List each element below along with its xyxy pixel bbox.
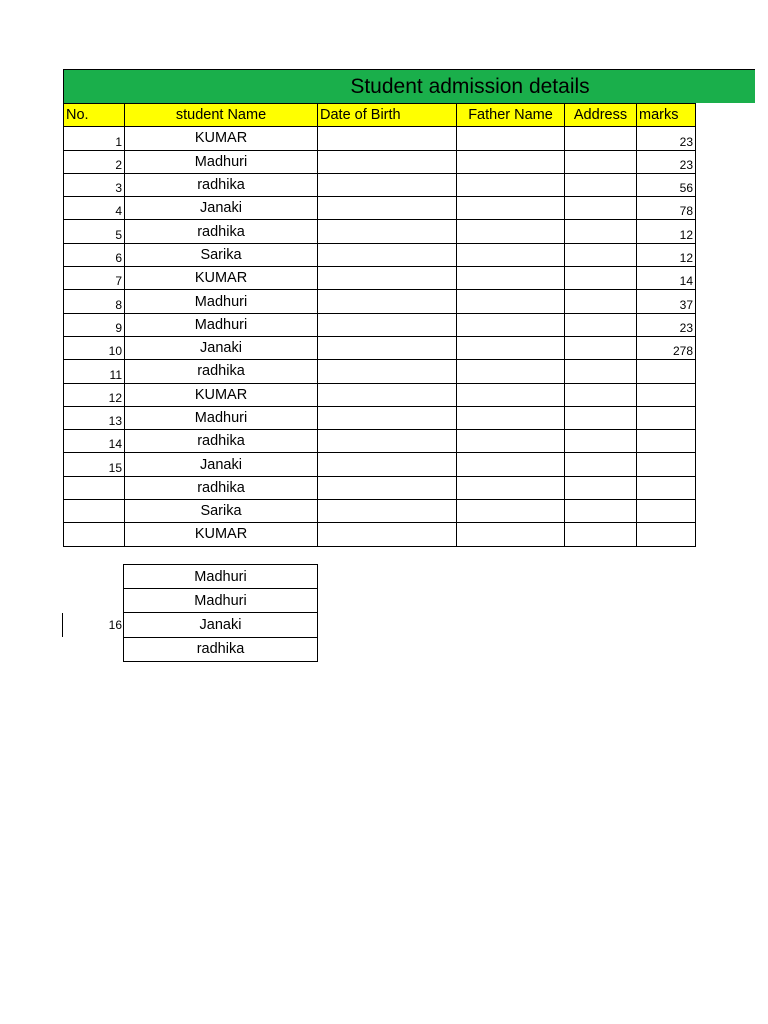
dob-cell[interactable] [318,476,457,499]
title-bar [63,69,755,103]
header-marks: marks [637,104,696,127]
cell-border-fragment [62,613,63,637]
father-name-cell[interactable] [457,173,565,196]
student-name-cell[interactable]: Sarika [125,243,318,266]
extra-row [124,589,318,613]
marks-cell[interactable] [637,360,696,383]
father-name-cell[interactable] [457,383,565,406]
table-row [64,406,696,429]
stray-row-number: 16 [108,618,122,632]
dob-cell[interactable] [318,430,457,453]
sheet-title: Student admission details [350,74,590,98]
address-cell[interactable] [565,453,637,476]
father-name-cell[interactable] [457,127,565,150]
father-name-cell[interactable] [457,476,565,499]
dob-cell[interactable] [318,220,457,243]
marks-cell[interactable] [637,453,696,476]
row-number[interactable]: 2 [64,150,125,173]
row-number[interactable]: 15 [64,453,125,476]
marks-cell[interactable] [637,406,696,429]
extra-student-name-cell[interactable]: Madhuri [124,565,318,589]
address-cell[interactable] [565,220,637,243]
student-name-cell[interactable]: radhika [125,360,318,383]
dob-cell[interactable] [318,267,457,290]
dob-cell[interactable] [318,500,457,523]
address-cell[interactable] [565,336,637,359]
dob-cell[interactable] [318,150,457,173]
address-cell[interactable] [565,150,637,173]
table-row [64,243,696,266]
address-cell[interactable] [565,523,637,546]
row-number[interactable]: 4 [64,197,125,220]
address-cell[interactable] [565,476,637,499]
row-number[interactable]: 11 [64,360,125,383]
address-cell[interactable] [565,197,637,220]
father-name-cell[interactable] [457,523,565,546]
row-number[interactable]: 8 [64,290,125,313]
table-row [64,267,696,290]
dob-cell[interactable] [318,313,457,336]
row-number[interactable] [64,523,125,546]
address-cell[interactable] [565,243,637,266]
extra-names-table [123,564,318,662]
row-number[interactable]: 6 [64,243,125,266]
student-name-cell[interactable]: radhika [125,220,318,243]
dob-cell[interactable] [318,453,457,476]
row-number[interactable]: 13 [64,406,125,429]
marks-cell[interactable] [637,430,696,453]
student-name-cell[interactable]: radhika [125,476,318,499]
extra-student-name-cell[interactable]: Madhuri [124,589,318,613]
father-name-cell[interactable] [457,430,565,453]
dob-cell[interactable] [318,127,457,150]
student-name-cell[interactable]: Madhuri [125,313,318,336]
address-cell[interactable] [565,267,637,290]
student-name-cell[interactable]: Janaki [125,453,318,476]
row-number[interactable]: 7 [64,267,125,290]
table-row [64,500,696,523]
extra-student-name-cell[interactable]: radhika [124,637,318,661]
table-row [64,523,696,546]
student-name-cell[interactable]: Madhuri [125,150,318,173]
table-row [64,336,696,359]
table-row [64,127,696,150]
header-student-name: student Name [125,104,318,127]
dob-cell[interactable] [318,360,457,383]
marks-cell[interactable]: 37 [637,290,696,313]
header-father-name: Father Name [457,104,565,127]
extra-student-name-cell[interactable]: Janaki [124,613,318,637]
student-name-cell[interactable]: radhika [125,173,318,196]
dob-cell[interactable] [318,336,457,359]
student-name-cell[interactable]: KUMAR [125,383,318,406]
address-cell[interactable] [565,127,637,150]
father-name-cell[interactable] [457,313,565,336]
father-name-cell[interactable] [457,336,565,359]
dob-cell[interactable] [318,197,457,220]
address-cell[interactable] [565,406,637,429]
extra-row [124,565,318,589]
father-name-cell[interactable] [457,360,565,383]
marks-cell[interactable]: 78 [637,197,696,220]
father-name-cell[interactable] [457,500,565,523]
marks-cell[interactable]: 23 [637,313,696,336]
table-row [64,197,696,220]
marks-cell[interactable]: 23 [637,127,696,150]
extra-row [124,637,318,661]
father-name-cell[interactable] [457,150,565,173]
marks-cell[interactable]: 278 [637,336,696,359]
marks-cell[interactable]: 23 [637,150,696,173]
row-number[interactable]: 3 [64,173,125,196]
student-name-cell[interactable]: Madhuri [125,290,318,313]
row-number[interactable] [64,476,125,499]
row-number[interactable] [64,500,125,523]
table-row [64,173,696,196]
dob-cell[interactable] [318,173,457,196]
marks-cell[interactable]: 56 [637,173,696,196]
table-row [64,430,696,453]
marks-cell[interactable] [637,523,696,546]
father-name-cell[interactable] [457,406,565,429]
student-name-cell[interactable]: Madhuri [125,406,318,429]
marks-cell[interactable]: 14 [637,267,696,290]
student-name-cell[interactable]: KUMAR [125,127,318,150]
row-number[interactable]: 5 [64,220,125,243]
father-name-cell[interactable] [457,220,565,243]
address-cell[interactable] [565,500,637,523]
dob-cell[interactable] [318,406,457,429]
marks-cell[interactable] [637,500,696,523]
marks-cell[interactable]: 12 [637,243,696,266]
table-row [64,220,696,243]
father-name-cell[interactable] [457,290,565,313]
student-name-cell[interactable]: Janaki [125,197,318,220]
header-no: No. [64,104,125,127]
father-name-cell[interactable] [457,243,565,266]
student-name-cell[interactable]: Sarika [125,500,318,523]
header-address: Address [565,104,637,127]
marks-cell[interactable] [637,476,696,499]
row-number[interactable]: 1 [64,127,125,150]
address-cell[interactable] [565,383,637,406]
marks-cell[interactable] [637,383,696,406]
marks-cell[interactable]: 12 [637,220,696,243]
student-name-cell[interactable]: radhika [125,430,318,453]
father-name-cell[interactable] [457,453,565,476]
row-number[interactable]: 10 [64,336,125,359]
dob-cell[interactable] [318,243,457,266]
student-table [63,103,696,547]
header-dob: Date of Birth [318,104,457,127]
address-cell[interactable] [565,290,637,313]
student-name-cell[interactable]: KUMAR [125,523,318,546]
father-name-cell[interactable] [457,267,565,290]
dob-cell[interactable] [318,523,457,546]
header-row [64,104,696,127]
dob-cell[interactable] [318,383,457,406]
address-cell[interactable] [565,173,637,196]
table-row [64,290,696,313]
row-number[interactable]: 9 [64,313,125,336]
address-cell[interactable] [565,430,637,453]
table-row [64,476,696,499]
father-name-cell[interactable] [457,197,565,220]
table-row [64,360,696,383]
student-name-cell[interactable]: Janaki [125,336,318,359]
dob-cell[interactable] [318,290,457,313]
table-row [64,150,696,173]
table-row [64,383,696,406]
table-row [64,453,696,476]
extra-row [124,613,318,637]
student-name-cell[interactable]: KUMAR [125,267,318,290]
address-cell[interactable] [565,313,637,336]
table-row [64,313,696,336]
row-number[interactable]: 12 [64,383,125,406]
address-cell[interactable] [565,360,637,383]
row-number[interactable]: 14 [64,430,125,453]
